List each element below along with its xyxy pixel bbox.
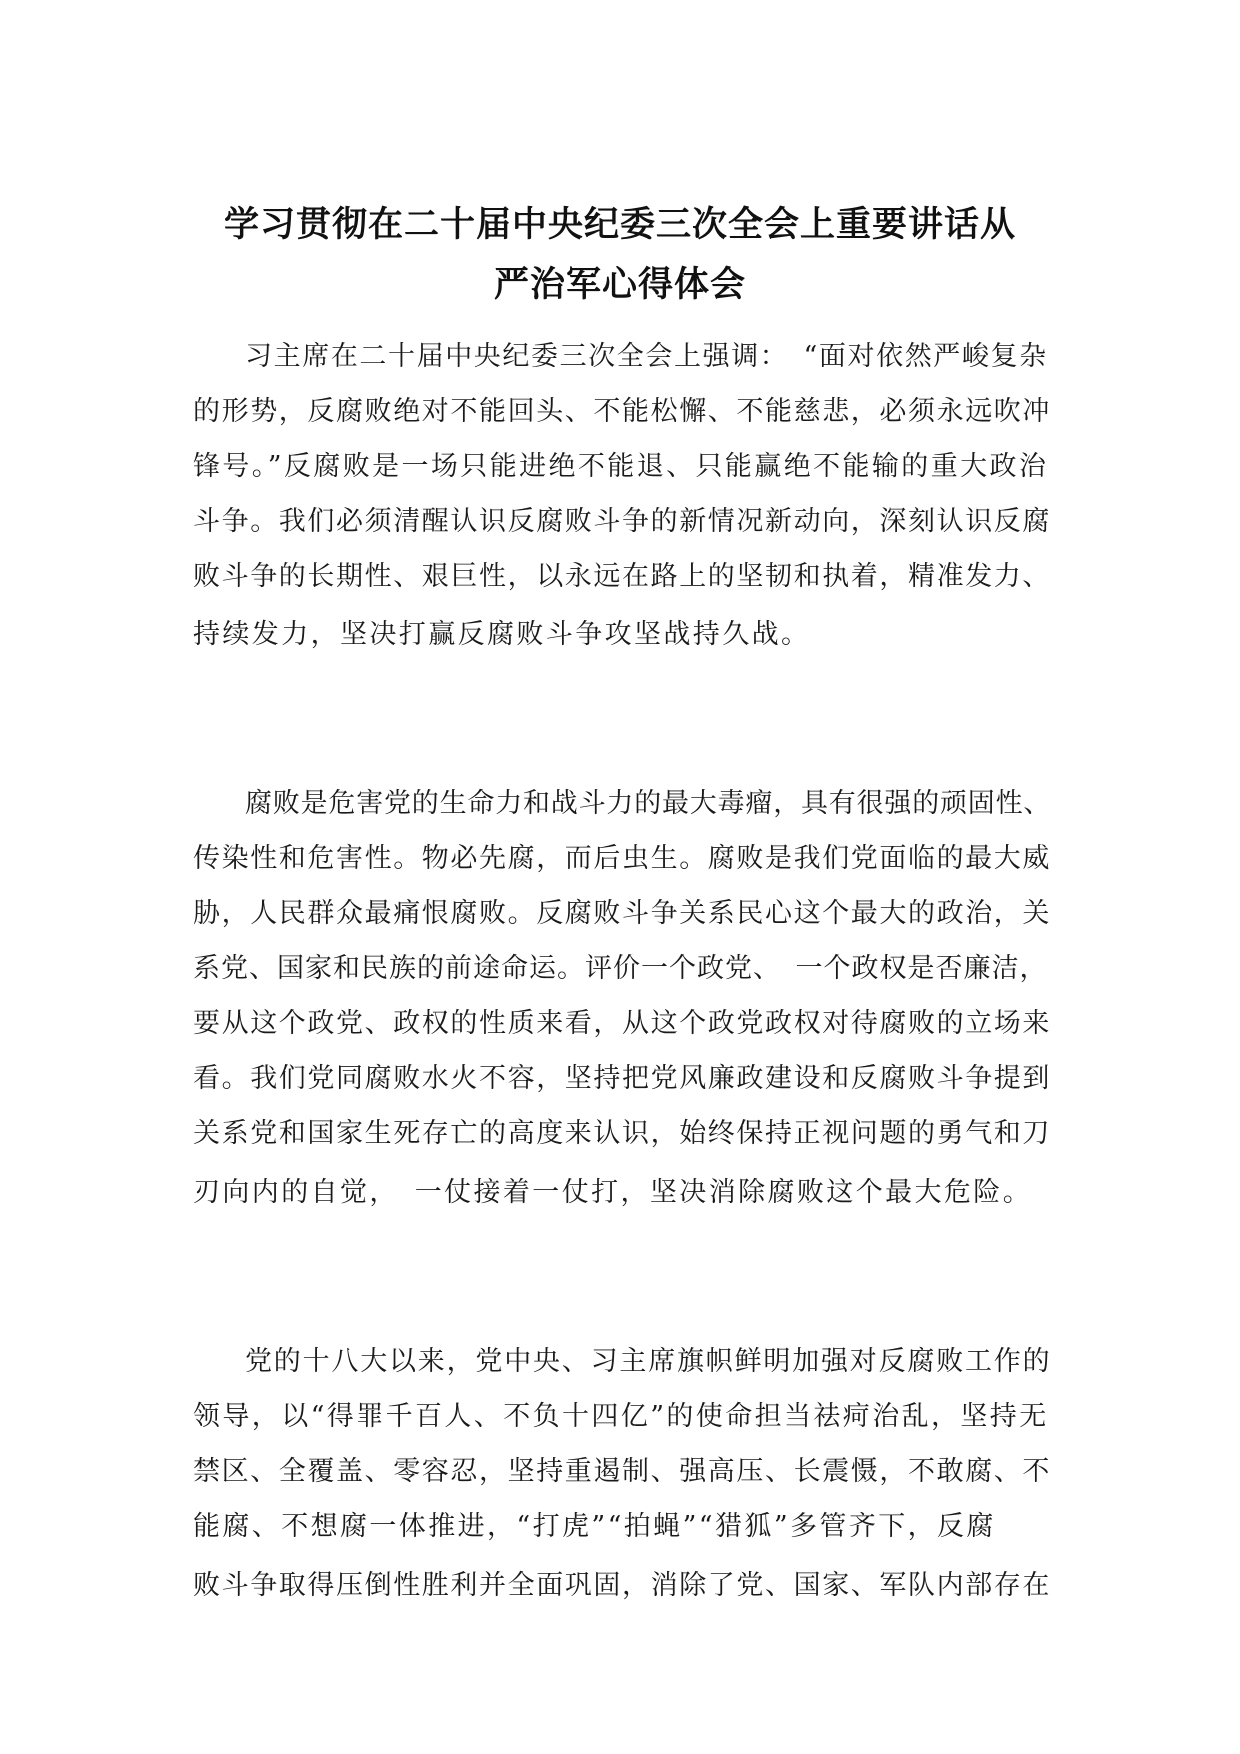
paragraph-line: 看。我们党同腐败水火不容，坚持把党风廉政建设和反腐败斗争提到 xyxy=(193,1063,1051,1094)
paragraph-line: 败斗争取得压倒性胜利并全面巩固，消除了党、国家、军队内部存在 xyxy=(193,1570,1051,1601)
paragraph-line: 的形势，反腐败绝对不能回头、不能松懈、不能慈悲，必须永远吹冲 xyxy=(193,396,1051,427)
paragraph-line: 败斗争的长期性、艰巨性，以永远在路上的坚韧和执着，精准发力、 xyxy=(193,561,1051,592)
document-title xyxy=(0,195,1240,315)
paragraph-line: 领导，以“得罪千百人、不负十四亿”的使命担当祛疴治乱，坚持无 xyxy=(193,1401,1049,1432)
paragraph-line: 刃向内的自觉， 一仗接着一仗打，坚决消除腐败这个最大危险。 xyxy=(193,1177,1033,1208)
paragraph-line: 习主席在二十届中央纪委三次全会上强调： “面对依然严峻复杂 xyxy=(245,341,1048,372)
paragraph-line: 系党、国家和民族的前途命运。评价一个政党、 一个政权是否廉洁， xyxy=(193,953,1048,984)
paragraph-line: 锋号。”反腐败是一场只能进绝不能退、只能赢绝不能输的重大政治 xyxy=(193,451,1049,482)
paragraph-line: 斗争。我们必须清醒认识反腐败斗争的新情况新动向，深刻认识反腐 xyxy=(193,506,1051,537)
paragraph-line: 关系党和国家生死存亡的高度来认识，始终保持正视问题的勇气和刀 xyxy=(193,1118,1051,1149)
paragraph-line: 胁，人民群众最痛恨腐败。反腐败斗争关系民心这个最大的政治，关 xyxy=(193,898,1051,929)
paragraph-line: 要从这个政党、政权的性质来看，从这个政党政权对待腐败的立场来 xyxy=(193,1008,1051,1039)
paragraph-line: 党的十八大以来，党中央、习主席旗帜鲜明加强对反腐败工作的 xyxy=(245,1346,1052,1377)
paragraph-line: 腐败是危害党的生命力和战斗力的最大毒瘤，具有很强的顽固性、 xyxy=(245,788,1052,819)
paragraph-line: 传染性和危害性。物必先腐，而后虫生。腐败是我们党面临的最大威 xyxy=(193,843,1051,874)
paragraph-line: 能腐、不想腐一体推进，“打虎”“拍蝇”“猎狐”多管齐下，反腐 xyxy=(193,1511,996,1542)
paragraph-line: 禁区、全覆盖、零容忍，坚持重遏制、强高压、长震慑，不敢腐、不 xyxy=(193,1456,1051,1487)
paragraph-line: 持续发力，坚决打赢反腐败斗争攻坚战持久战。 xyxy=(193,619,811,650)
title-line-1: 学习贯彻在二十届中央纪委三次全会上重要讲话从 xyxy=(223,205,1016,245)
title-line-2: 严治军心得体会 xyxy=(493,265,746,305)
